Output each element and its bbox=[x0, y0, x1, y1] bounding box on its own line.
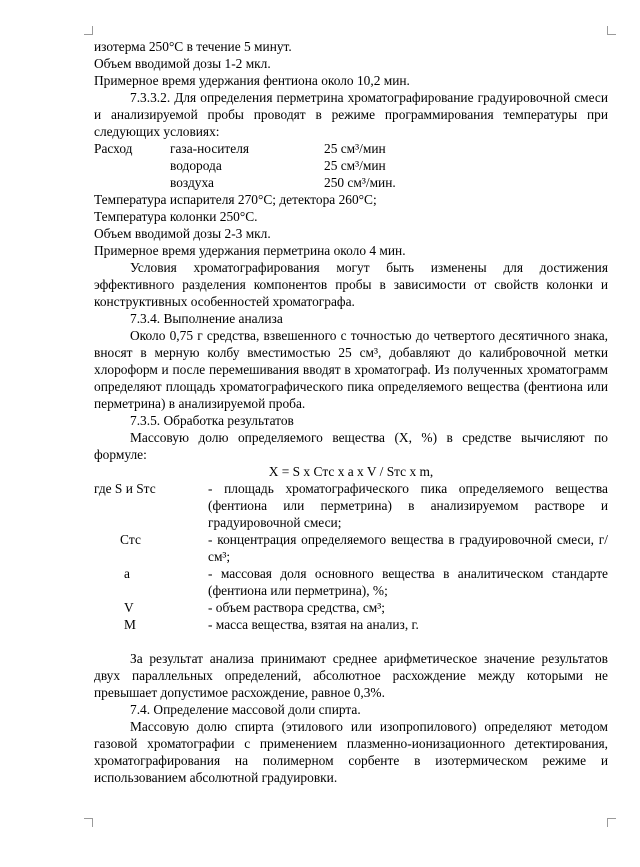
flow-row-carrier bbox=[94, 140, 608, 157]
paragraph-evaporator-temp: Температура испарителя 270°С; детектора 260°С; bbox=[94, 192, 377, 207]
definition-value-s: - площадь хроматографического пика определяемого вещества (фентиона или перметрина) в анализируемом растворе и градуировочной смеси; bbox=[208, 481, 608, 530]
crop-mark-bottom-left bbox=[84, 818, 93, 827]
flow-gas-carrier: газа-носителя bbox=[170, 141, 250, 156]
definition-value-m: - масса вещества, взятая на анализ, г. bbox=[208, 617, 419, 632]
paragraph-alcohol: Массовую долю спирта (этилового или изопропилового) определяют методом газовой хроматографии с применением плазменно-ионизационного детектирования, хроматографирования на полимерном сорбенте в изотермическом режиме и использованием абсолютной градуировки. bbox=[94, 719, 608, 785]
paragraph-conditions-note: Условия хроматографирования могут быть изменены для достижения эффективного разделения компонентов пробы в зависимости от свойств колонки и конструктивных особенностей хроматографа. bbox=[94, 260, 608, 309]
paragraph-fenthion-time: Примерное время удержания фентиона около 10,2 мин. bbox=[94, 73, 410, 88]
paragraph-analysis: Около 0,75 г средства, взвешенного с точностью до четвертого десятичного знака, вносят в мерную колбу вместимостью 25 см³, добавляют до калибровочной метки хлороформ и после перемешивания вводят в хроматограф. Из полученных хроматограмм определяют площадь хроматографического пика определяемого вещества (фентиона или перметрина) в анализируемой проба. bbox=[94, 328, 608, 411]
paragraph-column-temp: Температура колонки 250°С. bbox=[94, 209, 258, 224]
definition-row-c bbox=[94, 531, 608, 565]
flow-label: Расход bbox=[94, 141, 133, 156]
definition-key-s: где S и Sтс bbox=[94, 481, 156, 496]
flow-row-air bbox=[94, 174, 608, 191]
definition-key-v: V bbox=[124, 600, 134, 615]
paragraph-result: За результат анализа принимают среднее арифметическое значение результатов двух параллельных определений, абсолютное расхождение между которыми не превышает допустимое расхождение, равное 0,3%. bbox=[94, 651, 608, 700]
section-heading-alcohol: 7.4. Определение массовой доли спирта. bbox=[130, 702, 361, 717]
definition-key-m: M bbox=[124, 617, 136, 632]
flow-gas-hydrogen: водорода bbox=[170, 158, 222, 173]
crop-mark-top-right bbox=[607, 26, 616, 35]
definition-value-c: - концентрация определяемого вещества в градуировочной смеси, г/см³; bbox=[208, 532, 608, 564]
paragraph-dose: Объем вводимой дозы 1-2 мкл. bbox=[94, 56, 271, 71]
definition-key-a: a bbox=[124, 566, 130, 581]
paragraph-dose-2: Объем вводимой дозы 2-3 мкл. bbox=[94, 226, 271, 241]
section-heading-processing: 7.3.5. Обработка результатов bbox=[130, 413, 294, 428]
crop-mark-top-left bbox=[84, 26, 93, 35]
flow-gas-air: воздуха bbox=[170, 175, 214, 190]
flow-row-hydrogen bbox=[94, 157, 608, 174]
paragraph-mass-fraction: Массовую долю определяемого вещества (X, %) в средстве вычисляют по формуле: bbox=[94, 430, 608, 462]
definition-row-m bbox=[94, 616, 608, 633]
flow-value-air: 250 см³/мин. bbox=[324, 175, 396, 190]
definition-row-s bbox=[94, 480, 608, 531]
definition-row-a bbox=[94, 565, 608, 599]
formula: X = S x Cтс x a x V / Sтс x m, bbox=[268, 464, 434, 479]
paragraph-permethrin-time: Примерное время удержания перметрина около 4 мин. bbox=[94, 243, 406, 258]
paragraph-permethrin-conditions: 7.3.3.2. Для определения перметрина хроматографирование градуировочной смеси и анализируемой пробы проводят в режиме программирования температуры при следующих условиях: bbox=[94, 90, 608, 139]
section-heading-analysis: 7.3.4. Выполнение анализа bbox=[130, 311, 283, 326]
definition-value-v: - объем раствора средства, см³; bbox=[208, 600, 385, 615]
definition-row-v bbox=[94, 599, 608, 616]
flow-value-carrier: 25 см³/мин bbox=[324, 141, 386, 156]
document-body bbox=[94, 38, 608, 786]
paragraph-isotherm: изотерма 250°С в течение 5 минут. bbox=[94, 39, 292, 54]
flow-value-hydrogen: 25 см³/мин bbox=[324, 158, 386, 173]
definition-key-c: Cтс bbox=[120, 532, 141, 547]
definition-value-a: - массовая доля основного вещества в аналитическом стандарте (фентиона или перметрина), %; bbox=[208, 566, 608, 598]
crop-mark-bottom-right bbox=[607, 818, 616, 827]
